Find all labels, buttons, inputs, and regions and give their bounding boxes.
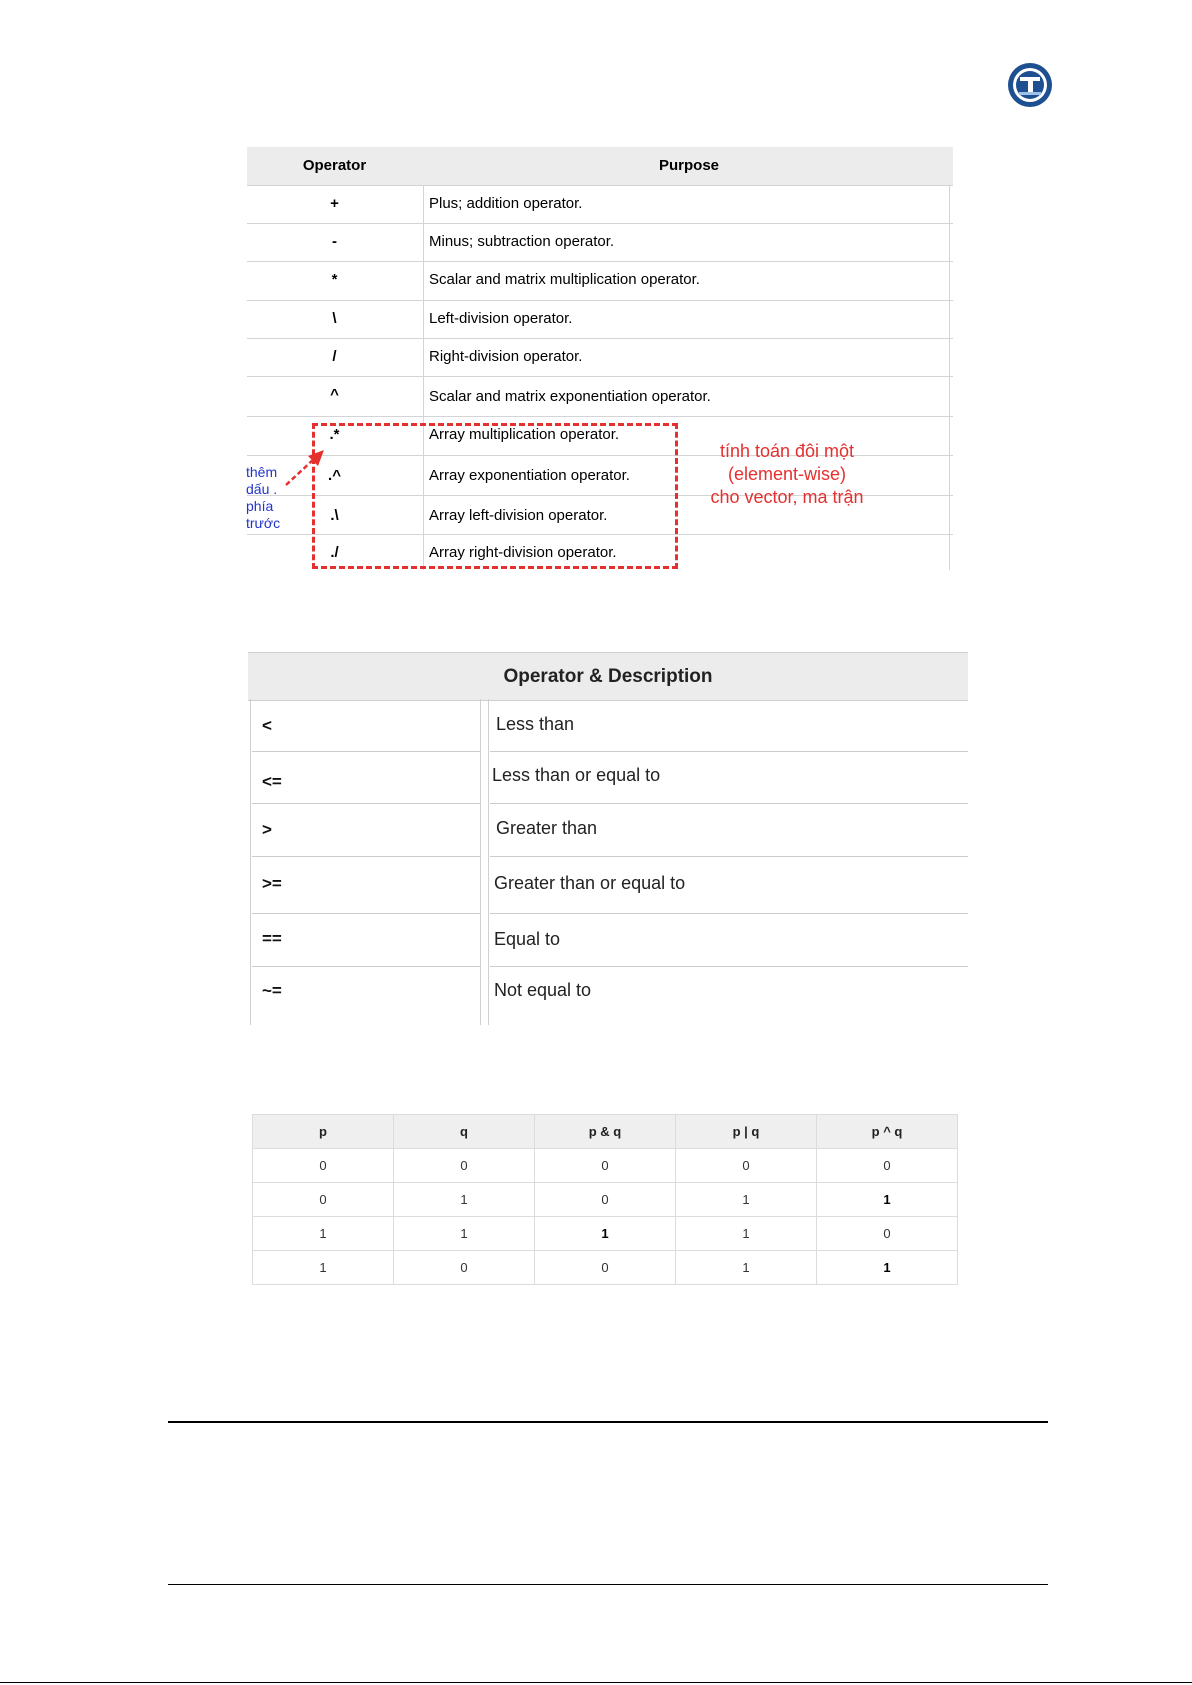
operator-cell: ~= — [262, 981, 282, 1000]
annotation-line: trước — [246, 515, 281, 531]
purpose-cell: Array right-division operator. — [429, 544, 617, 561]
table-cell: 0 — [535, 1149, 676, 1183]
table-cell: 0 — [535, 1183, 676, 1217]
table-cell: 0 — [253, 1183, 394, 1217]
operator-cell: .* — [329, 426, 340, 443]
operator-cell: > — [262, 820, 272, 839]
operator-cell: ./ — [330, 544, 339, 561]
table-row — [247, 376, 953, 417]
operator-cell: >= — [262, 874, 282, 893]
header-operator: Operator — [302, 157, 367, 174]
operator-cell: / — [332, 348, 337, 365]
operator-cell: + — [330, 195, 339, 212]
footer-bottom-rule — [168, 1584, 1048, 1585]
table-row — [253, 1251, 958, 1285]
operator-cell: - — [332, 233, 337, 250]
purpose-cell: Array exponentiation operator. — [429, 467, 630, 484]
table-row — [248, 699, 968, 751]
table-row — [253, 1183, 958, 1217]
table-cell: 1 — [817, 1183, 958, 1217]
description-cell: Greater than — [496, 818, 598, 838]
operator-cell: ^ — [330, 386, 339, 403]
table-row — [247, 185, 953, 224]
table-header: Operator & Description — [248, 652, 968, 701]
description-cell: Not equal to — [494, 980, 592, 1000]
table-cell: 1 — [817, 1251, 958, 1285]
operator-cell: .^ — [328, 467, 341, 484]
purpose-cell: Right-division operator. — [429, 348, 583, 365]
table-cell: 0 — [394, 1251, 535, 1285]
table-cell: 1 — [676, 1183, 817, 1217]
table-header-row — [253, 1115, 958, 1149]
table-cell: 0 — [394, 1149, 535, 1183]
operator-cell: < — [262, 716, 272, 735]
truth-table — [252, 1114, 958, 1285]
table-row — [248, 751, 968, 803]
university-logo-icon — [1007, 62, 1053, 108]
table-cell: 1 — [394, 1217, 535, 1251]
annotation-line: phía — [246, 498, 274, 514]
header-cell: q — [394, 1115, 535, 1149]
header-cell: p ^ q — [817, 1115, 958, 1149]
table-row — [247, 223, 953, 262]
table-cell: 0 — [253, 1149, 394, 1183]
table-row — [248, 856, 968, 908]
element-wise-annotation — [692, 440, 882, 509]
description-cell: Less than or equal to — [492, 765, 661, 785]
annotation-line: dấu . — [246, 481, 278, 497]
table-cell: 0 — [817, 1149, 958, 1183]
operator-cell: <= — [262, 772, 282, 791]
table-header-row — [247, 147, 953, 186]
table-cell: 1 — [394, 1183, 535, 1217]
table-row — [247, 261, 953, 301]
table-cell: 1 — [676, 1217, 817, 1251]
table-cell: 0 — [676, 1149, 817, 1183]
table-cell: 1 — [253, 1217, 394, 1251]
header-cell: p — [253, 1115, 394, 1149]
table-row — [248, 966, 968, 1018]
purpose-cell: Left-division operator. — [429, 310, 573, 327]
purpose-cell: Scalar and matrix multiplication operator. — [429, 271, 700, 288]
annotation-line: tính toán đôi một — [719, 441, 855, 461]
header-cell: p | q — [676, 1115, 817, 1149]
header-purpose: Purpose — [658, 157, 719, 174]
page-bottom-rule — [0, 1682, 1192, 1683]
annotation-arrow-icon — [284, 447, 330, 489]
operator-cell: * — [331, 271, 338, 288]
table-row — [248, 913, 968, 965]
annotation-line: cho vector, ma trận — [710, 487, 864, 507]
table-row — [253, 1149, 958, 1183]
purpose-cell: Plus; addition operator. — [429, 195, 583, 212]
relational-operators-table — [248, 652, 968, 1026]
annotation-line: (element-wise) — [727, 464, 847, 484]
description-cell: Greater than or equal to — [494, 873, 686, 893]
element-wise-highlight-box — [312, 423, 678, 569]
purpose-cell: Minus; subtraction operator. — [429, 233, 615, 250]
table-row — [253, 1217, 958, 1251]
header-cell: p & q — [535, 1115, 676, 1149]
description-cell: Less than — [496, 714, 575, 734]
operator-cell: .\ — [330, 507, 339, 524]
purpose-cell: Scalar and matrix exponentiation operator. — [429, 388, 711, 405]
purpose-cell: Array left-division operator. — [429, 507, 608, 524]
description-cell: Equal to — [494, 929, 561, 949]
operator-cell: \ — [332, 310, 337, 327]
table-cell: 1 — [676, 1251, 817, 1285]
purpose-cell: Array multiplication operator. — [429, 426, 620, 443]
table-row — [248, 803, 968, 855]
operator-cell: == — [262, 929, 282, 948]
footer-top-rule — [168, 1421, 1048, 1423]
table-cell: 1 — [253, 1251, 394, 1285]
table-row — [247, 300, 953, 339]
table-row — [247, 338, 953, 377]
table-cell: 0 — [535, 1251, 676, 1285]
table-cell: 1 — [535, 1217, 676, 1251]
table-cell: 0 — [817, 1217, 958, 1251]
annotation-line: thêm — [246, 464, 278, 480]
